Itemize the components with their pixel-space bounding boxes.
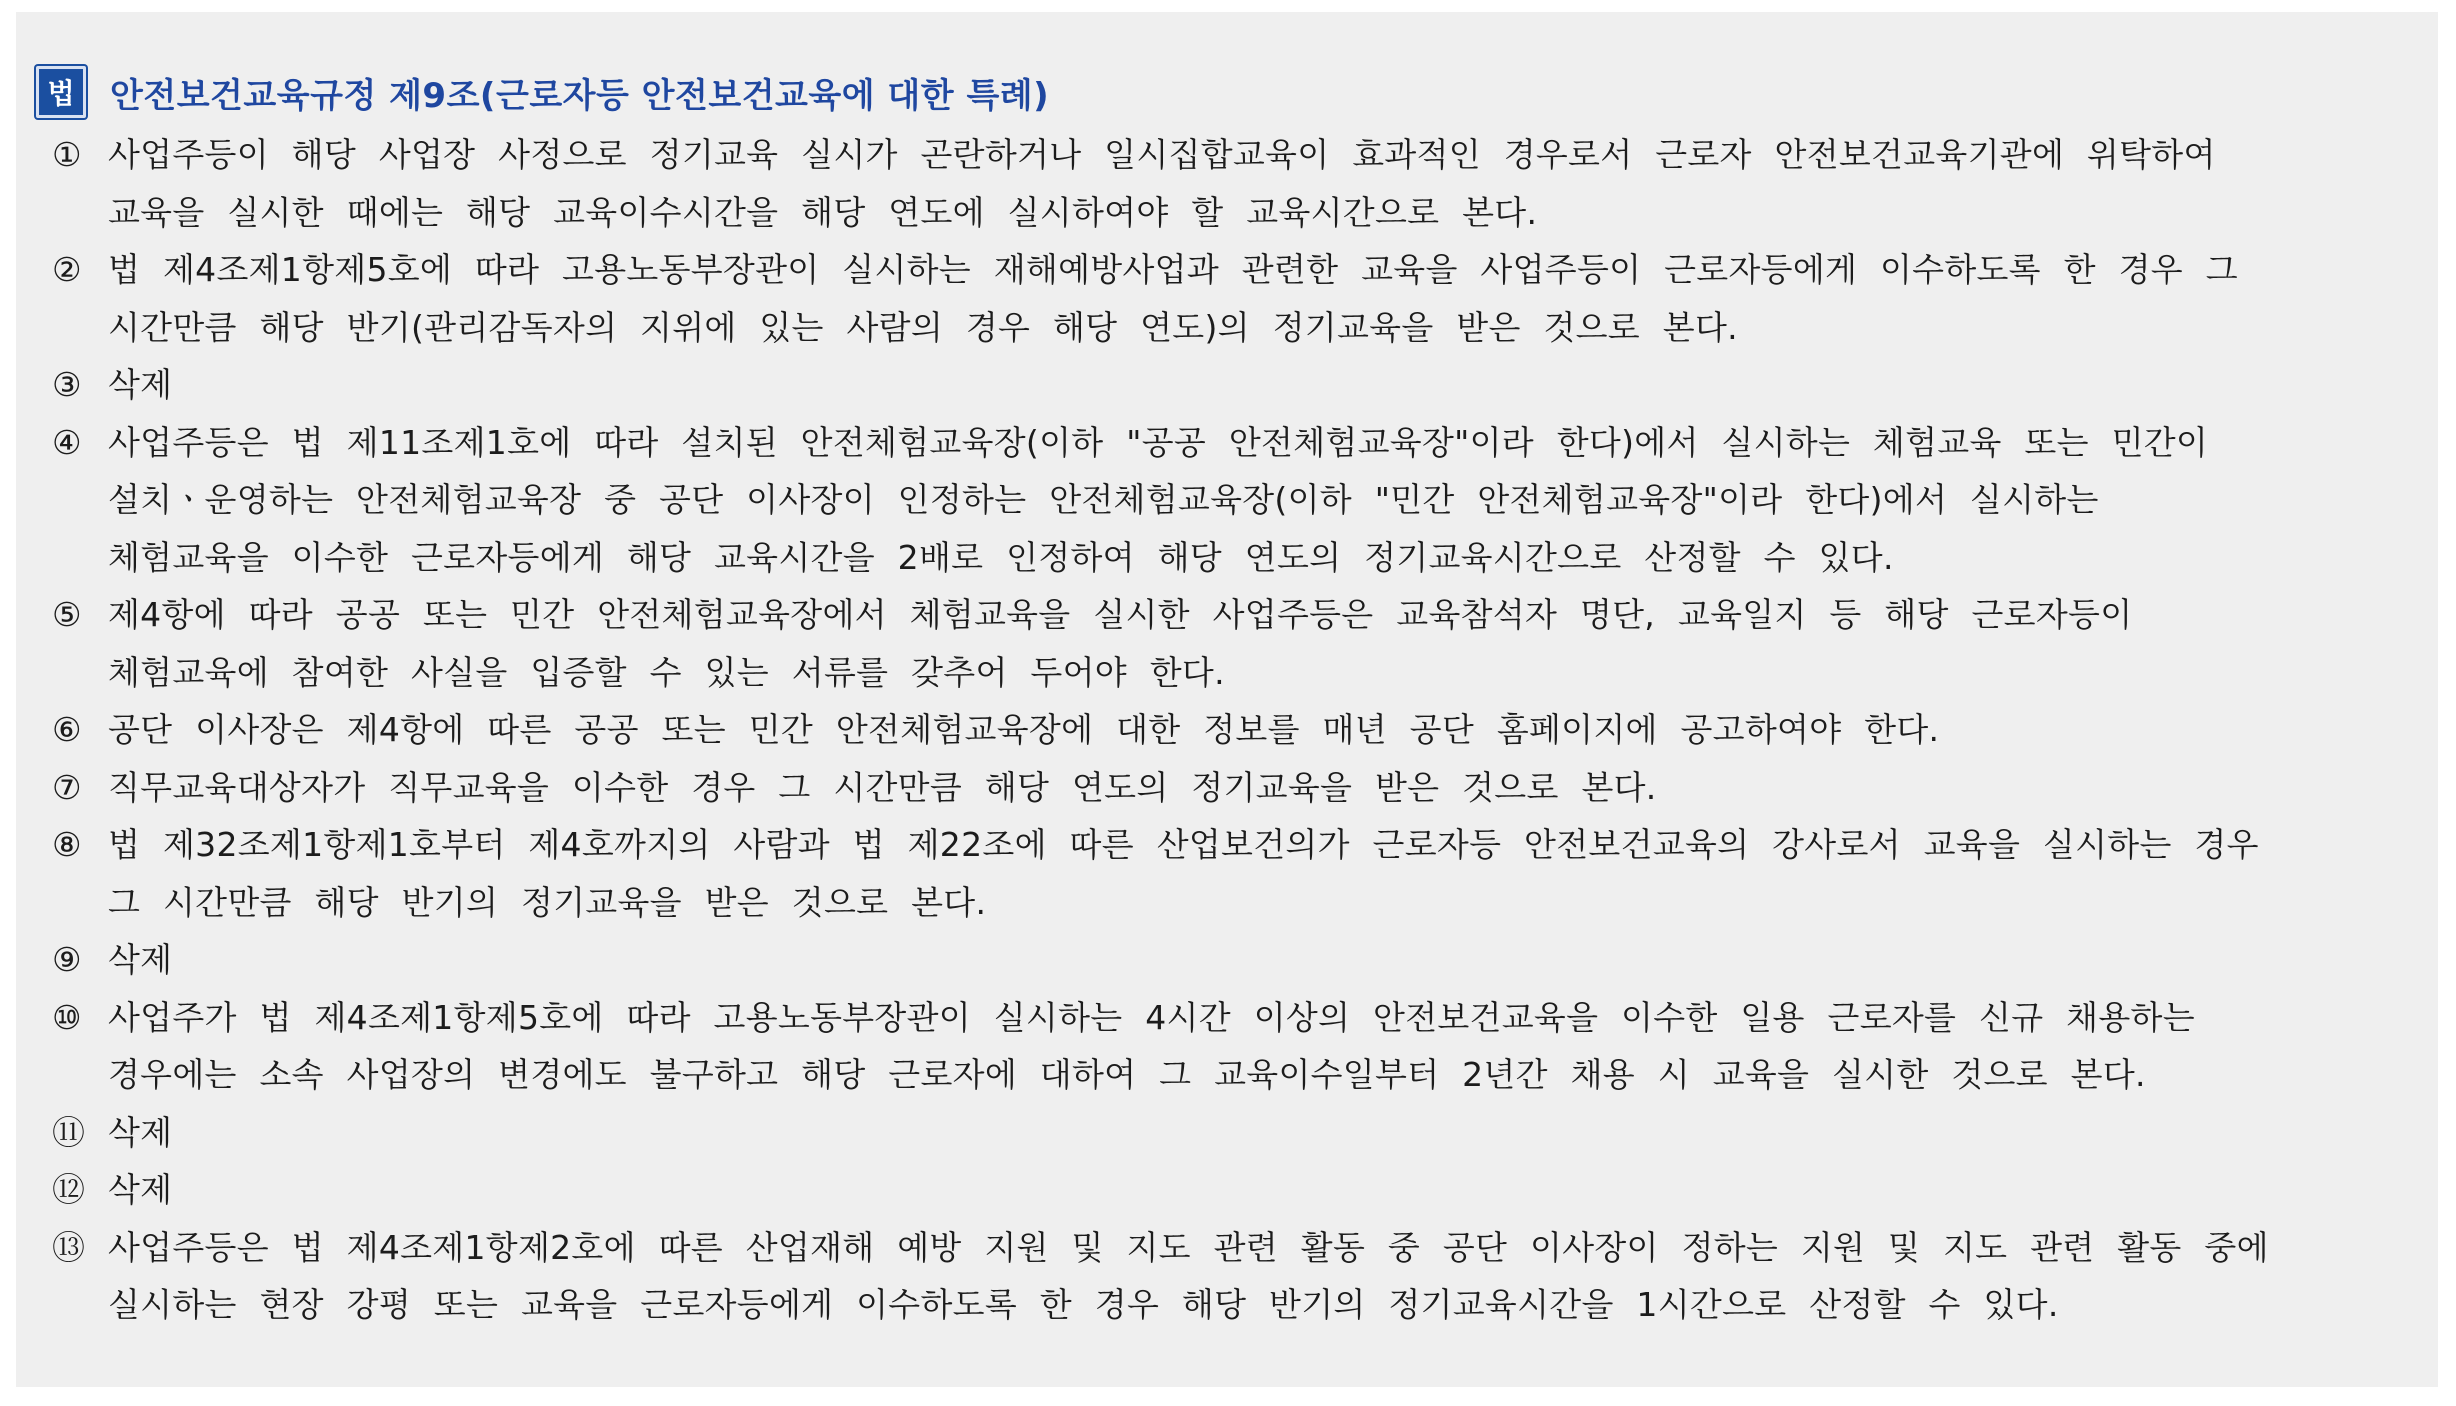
clause-text xyxy=(108,989,2408,1104)
clause-number: ⑪ xyxy=(52,1112,85,1152)
clause-text xyxy=(108,701,2408,759)
clause-text xyxy=(108,356,2408,414)
clause-line: 직무교육대상자가 직무교육을 이수한 경우 그 시간만큼 해당 연도의 정기교육을 받은 것으로 본다. xyxy=(108,767,1657,807)
clause-item xyxy=(36,931,2408,989)
clause-item xyxy=(36,1161,2408,1219)
clause-number: ⑦ xyxy=(52,767,82,807)
clause-number: ⑬ xyxy=(52,1227,85,1267)
clause-line: 설치ㆍ운영하는 안전체험교육장 중 공단 이사장이 인정하는 안전체험교육장(이하 "민간 안전체험교육장"이라 한다)에서 실시하는 xyxy=(108,480,2099,519)
clause-item xyxy=(36,241,2408,356)
clause-line: 체험교육을 이수한 근로자등에게 해당 교육시간을 2배로 인정하여 해당 연도의 정기교육시간으로 산정할 수 있다. xyxy=(108,537,1894,577)
clause-text xyxy=(108,126,2408,241)
clause-line: 제4항에 따라 공공 또는 민간 안전체험교육장에서 체험교육을 실시한 사업주등은 교육참석자 명단, 교육일지 등 해당 근로자등이 xyxy=(108,595,2133,634)
clause-text xyxy=(108,586,2408,701)
clause-text xyxy=(108,1219,2408,1334)
page-title: 안전보건교육규정 제9조(근로자등 안전보건교육에 대한 특례) xyxy=(110,75,1050,116)
clause-line: 삭제 xyxy=(108,365,173,404)
clause-text xyxy=(108,816,2408,931)
clause-number: ④ xyxy=(52,422,82,462)
clause-number: ③ xyxy=(52,365,82,404)
clause-item xyxy=(36,759,2408,817)
clause-number: ② xyxy=(52,250,82,289)
clause-item xyxy=(36,1104,2408,1162)
clause-item xyxy=(36,989,2408,1104)
clause-line: 사업주가 법 제4조제1항제5호에 따라 고용노동부장관이 실시하는 4시간 이상의 안전보건교육을 이수한 일용 근로자를 신규 채용하는 xyxy=(108,997,2195,1037)
clause-line: 그 시간만큼 해당 반기의 정기교육을 받은 것으로 본다. xyxy=(108,882,987,922)
clause-line: 사업주등은 법 제11조제1호에 따라 설치된 안전체험교육장(이하 "공공 안전체험교육장"이라 한다)에서 실시하는 체험교육 또는 민간이 xyxy=(108,422,2209,462)
clause-line: 법 제32조제1항제1호부터 제4호까지의 사람과 법 제22조에 따른 산업보건의가 근로자등 안전보건교육의 강사로서 교육을 실시하는 경우 xyxy=(108,825,2259,864)
clause-number: ① xyxy=(52,135,82,174)
clause-text xyxy=(108,1104,2408,1162)
clause-line: 사업주등이 해당 사업장 사정으로 정기교육 실시가 곤란하거나 일시집합교육이 효과적인 경우로서 근로자 안전보건교육기관에 위탁하여 xyxy=(108,135,2216,174)
clause-text xyxy=(108,414,2408,587)
header xyxy=(36,62,2408,122)
clause-line: 사업주등은 법 제4조제1항제2호에 따른 산업재해 예방 지원 및 지도 관련 활동 중 공단 이사장이 정하는 지원 및 지도 관련 활동 중에 xyxy=(108,1227,2269,1267)
clause-item xyxy=(36,414,2408,587)
clause-item xyxy=(36,586,2408,701)
clause-item xyxy=(36,126,2408,241)
clause-line: 시간만큼 해당 반기(관리감독자의 지위에 있는 사람의 경우 해당 연도)의 정기교육을 받은 것으로 본다. xyxy=(108,307,1738,347)
law-icon: 법 xyxy=(36,66,86,118)
clause-line: 삭제 xyxy=(108,1112,173,1152)
clause-item xyxy=(36,356,2408,414)
clause-line: 법 제4조제1항제5호에 따라 고용노동부장관이 실시하는 재해예방사업과 관련한 교육을 사업주등이 근로자등에게 이수하도록 한 경우 그 xyxy=(108,250,2238,289)
clause-number: ⑨ xyxy=(52,940,82,979)
clause-line: 삭제 xyxy=(108,1170,173,1209)
clause-text xyxy=(108,931,2408,989)
clause-text xyxy=(108,759,2408,817)
clause-item xyxy=(36,701,2408,759)
clause-line: 교육을 실시한 때에는 해당 교육이수시간을 해당 연도에 실시하여야 할 교육시간으로 본다. xyxy=(108,192,1538,232)
clause-number: ⑫ xyxy=(52,1170,85,1209)
regulation-panel xyxy=(16,12,2438,1387)
clause-line: 삭제 xyxy=(108,940,173,979)
clause-text xyxy=(108,241,2408,356)
clause-line: 체험교육에 참여한 사실을 입증할 수 있는 서류를 갖추어 두어야 한다. xyxy=(108,652,1225,692)
clause-line: 경우에는 소속 사업장의 변경에도 불구하고 해당 근로자에 대하여 그 교육이수일부터 2년간 채용 시 교육을 실시한 것으로 본다. xyxy=(108,1055,2146,1094)
article-items xyxy=(36,126,2408,1334)
clause-line: 실시하는 현장 강평 또는 교육을 근로자등에게 이수하도록 한 경우 해당 반기의 정기교육시간을 1시간으로 산정할 수 있다. xyxy=(108,1285,2059,1324)
clause-number: ⑩ xyxy=(52,997,82,1037)
clause-item xyxy=(36,1219,2408,1334)
clause-number: ⑥ xyxy=(52,710,82,749)
clause-line: 공단 이사장은 제4항에 따른 공공 또는 민간 안전체험교육장에 대한 정보를 매년 공단 홈페이지에 공고하여야 한다. xyxy=(108,710,1940,749)
clause-number: ⑧ xyxy=(52,825,82,864)
clause-item xyxy=(36,816,2408,931)
clause-number: ⑤ xyxy=(52,595,82,634)
clause-text xyxy=(108,1161,2408,1219)
